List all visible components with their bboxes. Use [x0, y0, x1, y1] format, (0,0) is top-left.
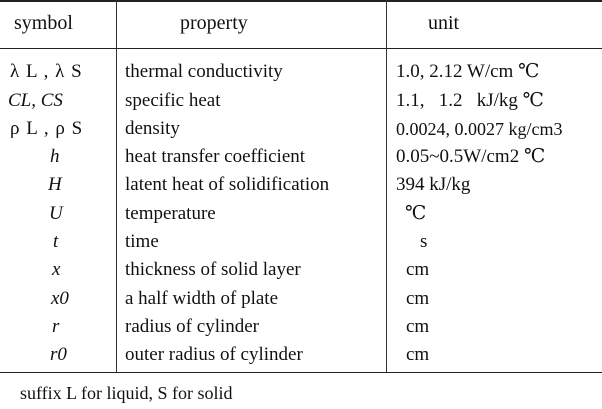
header-rule: [0, 48, 602, 49]
symbol-cell: λ L , λ S: [10, 61, 83, 82]
property-cell: latent heat of solidification: [125, 174, 330, 195]
unit-cell: 394 kJ/kg: [396, 174, 471, 195]
property-cell: heat transfer coefficient: [125, 146, 306, 167]
symbol-cell: x0: [51, 288, 69, 309]
symbol-cell: r0: [50, 344, 67, 365]
symbol-cell: h: [50, 146, 60, 167]
property-cell: thickness of solid layer: [125, 259, 301, 280]
unit-cell: 0.05~0.5W/cm2 ℃: [396, 146, 546, 167]
symbol-cell: r: [52, 316, 60, 337]
header-property: property: [180, 12, 248, 34]
property-cell: outer radius of cylinder: [125, 344, 303, 365]
unit-cell: s: [420, 231, 428, 252]
unit-cell: ℃: [405, 203, 427, 224]
header-unit: unit: [428, 12, 460, 34]
top-rule: [0, 0, 602, 2]
property-cell: thermal conductivity: [125, 61, 283, 82]
property-cell: time: [125, 231, 159, 252]
symbol-cell: ρ L , ρ S: [10, 118, 84, 139]
unit-cell: cm: [406, 259, 430, 280]
property-cell: density: [125, 118, 180, 139]
footnote: suffix L for liquid, S for solid: [20, 383, 233, 403]
bottom-rule: [0, 372, 602, 373]
unit-cell: 1.0, 2.12 W/cm ℃: [396, 61, 540, 82]
property-cell: radius of cylinder: [125, 316, 260, 337]
symbol-cell: CL, CS: [8, 90, 63, 111]
col-divider-2: [386, 0, 387, 373]
property-cell: temperature: [125, 203, 216, 224]
unit-cell: 1.1, 1.2 kJ/kg ℃: [396, 90, 544, 111]
symbol-cell: H: [48, 174, 62, 195]
unit-cell: cm: [406, 344, 430, 365]
symbol-cell: t: [53, 231, 59, 252]
symbol-cell: x: [52, 259, 61, 280]
property-cell: specific heat: [125, 90, 221, 111]
unit-cell: cm: [406, 288, 430, 309]
symbol-cell: U: [49, 203, 63, 224]
header-symbol: symbol: [14, 12, 73, 34]
unit-cell: cm: [406, 316, 430, 337]
col-divider-1: [116, 0, 117, 373]
unit-cell: 0.0024, 0.0027 kg/cm3: [396, 119, 563, 139]
property-cell: a half width of plate: [125, 288, 279, 309]
